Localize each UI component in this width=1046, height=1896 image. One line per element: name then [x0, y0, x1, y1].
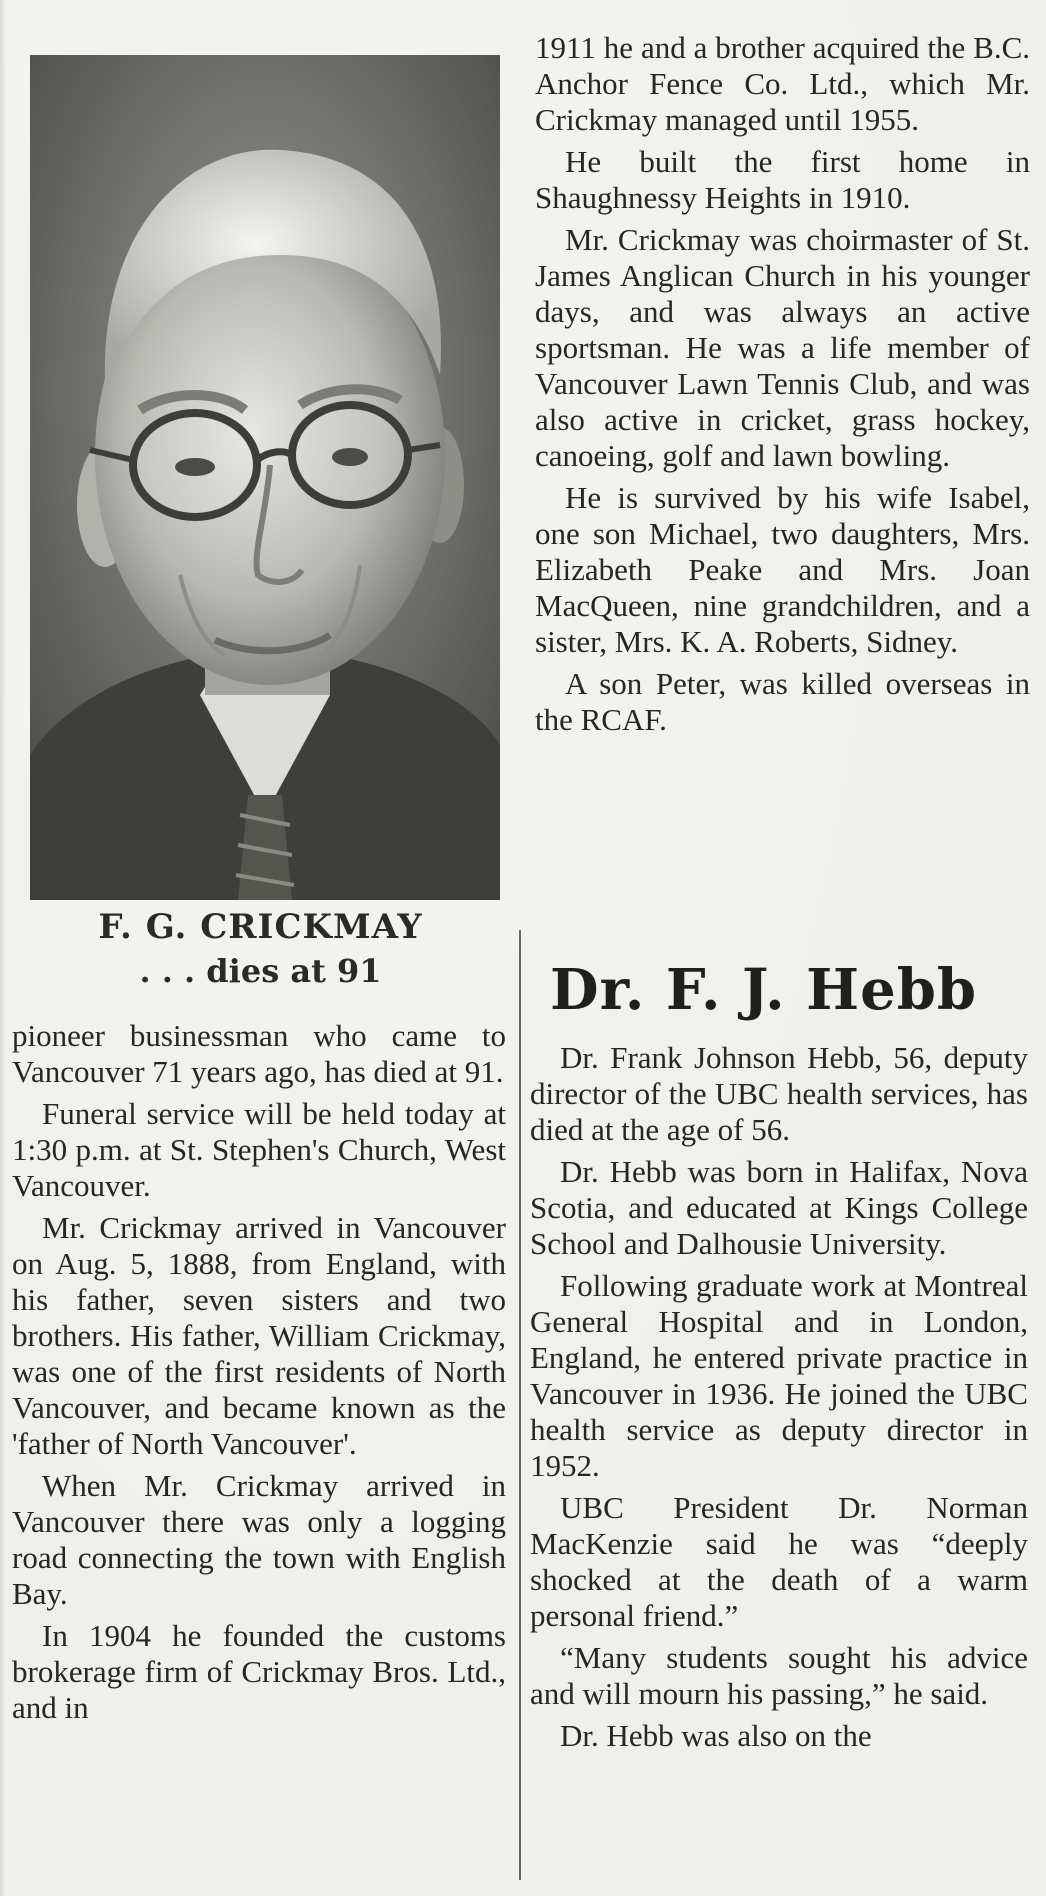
hebb-article-text — [530, 1040, 1028, 1760]
paragraph: UBC President Dr. Norman MacKenzie said he was “deeply shocked at the death of a warm personal friend.” — [530, 1490, 1028, 1633]
paragraph: 1911 he and a brother acquired the B.C. Anchor Fence Co. Ltd., which Mr. Crickmay managed until 1955. — [535, 30, 1030, 137]
paragraph: A son Peter, was killed overseas in the RCAF. — [535, 666, 1030, 737]
paragraph: Following graduate work at Montreal General Hospital and in London, England, he entered private practice in Vancouver in 1936. He joined the UBC health service as deputy director in 1952. — [530, 1268, 1028, 1483]
column-divider — [519, 930, 521, 1880]
paragraph: Dr. Hebb was born in Halifax, Nova Scotia, and educated at Kings College School and Dalhousie University. — [530, 1154, 1028, 1261]
photo-caption-subtitle: . . . dies at 91 — [139, 952, 382, 990]
paragraph: He built the first home in Shaughnessy Heights in 1910. — [535, 144, 1030, 215]
paragraph: Dr. Hebb was also on the — [560, 1718, 872, 1753]
portrait-illustration — [30, 55, 500, 900]
paragraph: Funeral service will be held today at 1:30 p.m. at St. Stephen's Church, West Vancouver. — [12, 1096, 506, 1203]
left-column-text — [12, 1018, 506, 1732]
right-column-text — [535, 30, 1030, 744]
portrait-photo — [30, 55, 500, 900]
photo-caption-name: F. G. CRICKMAY — [98, 907, 423, 947]
article-headline: Dr. F. J. Hebb — [550, 957, 978, 1023]
paragraph: In 1904 he founded the customs brokerage firm of Crickmay Bros. Ltd., and in — [12, 1618, 506, 1725]
paragraph: “Many students sought his advice and will mourn his passing,” he said. — [530, 1640, 1028, 1711]
paragraph: He is survived by his wife Isabel, one son Michael, two daughters, Mrs. Elizabeth Peake and Mrs. Joan MacQueen, nine grandchildren, and a sister, Mrs. K. A. Roberts, Sidney. — [535, 480, 1030, 659]
paragraph: Mr. Crickmay was choirmaster of St. James Anglican Church in his younger days, and was always an active sportsman. He was a life member of Vancouver Lawn Tennis Club, and was also active in cricket, grass hockey, canoeing, golf and lawn bowling. — [535, 222, 1030, 473]
paragraph: Mr. Crickmay arrived in Vancouver on Aug. 5, 1888, from England, with his father, seven sisters and two brothers. His father, William Crickmay, was one of the first residents of North Vancouver, and became known as the 'father of North Vancouver'. — [12, 1210, 506, 1461]
paragraph: pioneer businessman who came to Vancouver 71 years ago, has died at 91. — [12, 1018, 506, 1089]
paragraph: Dr. Frank Johnson Hebb, 56, deputy director of the UBC health services, has died at the age of 56. — [530, 1040, 1028, 1147]
page-edge-shadow — [0, 0, 6, 1896]
paragraph: When Mr. Crickmay arrived in Vancouver there was only a logging road connecting the town with English Bay. — [12, 1468, 506, 1611]
